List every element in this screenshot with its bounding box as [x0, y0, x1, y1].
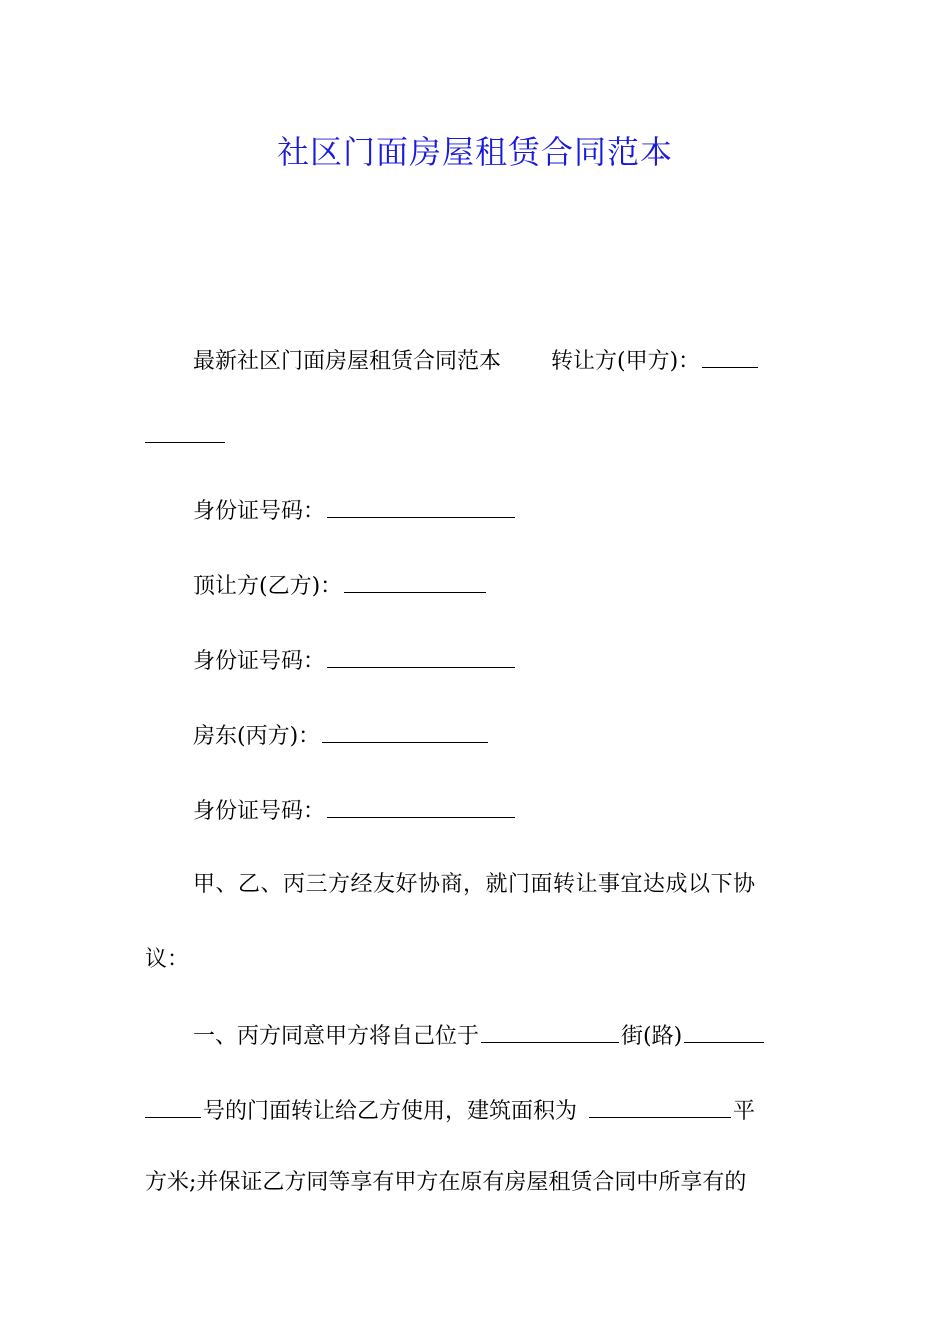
transferor-blank	[702, 345, 758, 368]
intro-line	[145, 345, 855, 377]
id-line-1	[145, 495, 855, 527]
clause1-line-3	[145, 1168, 807, 1198]
id-blank-2	[327, 645, 515, 668]
clause1-text-b: 街(路)	[621, 1024, 683, 1049]
clause1-text-d: 平	[733, 1099, 756, 1124]
clause1-line-2	[145, 1095, 807, 1127]
id-blank-1	[327, 495, 515, 518]
agreement-text-2: 议：	[145, 947, 190, 972]
agreement-line-1	[145, 870, 855, 900]
agreement-text-1: 甲、乙、丙三方经友好协商，就门面转让事宜达成以下协	[193, 872, 756, 897]
party-c-blank	[322, 720, 488, 743]
party-b-line	[145, 570, 855, 602]
id-label-2: 身份证号码：	[193, 649, 326, 674]
area-blank	[589, 1095, 731, 1118]
intro-heading: 最新社区门面房屋租赁合同范本	[193, 349, 502, 374]
id-line-3	[145, 795, 855, 827]
id-label-3: 身份证号码：	[193, 799, 326, 824]
clause1-text-c: 号的门面转让给乙方使用，建筑面积为	[203, 1099, 578, 1124]
id-line-2	[145, 645, 855, 677]
number-blank-2	[145, 1095, 201, 1118]
clause1-line-1	[145, 1020, 855, 1052]
clause1-text-a: 一、丙方同意甲方将自己位于	[193, 1024, 480, 1049]
party-b-label: 顶让方(乙方)：	[193, 574, 343, 599]
transferor-blank-cont	[145, 420, 807, 452]
clause1-text-e: 方米;并保证乙方同等享有甲方在原有房屋租赁合同中所享有的	[145, 1170, 747, 1195]
party-c-label: 房东(丙方)：	[193, 724, 321, 749]
document-title: 社区门面房屋租赁合同范本	[276, 133, 673, 171]
transferor-blank-2	[145, 420, 225, 443]
id-blank-3	[327, 795, 515, 818]
agreement-line-2	[145, 945, 807, 975]
party-b-blank	[344, 570, 486, 593]
id-label-1: 身份证号码：	[193, 499, 326, 524]
party-c-line	[145, 720, 855, 752]
number-blank	[684, 1020, 764, 1043]
street-blank	[481, 1020, 619, 1043]
transferor-label: 转让方(甲方)：	[551, 349, 701, 374]
